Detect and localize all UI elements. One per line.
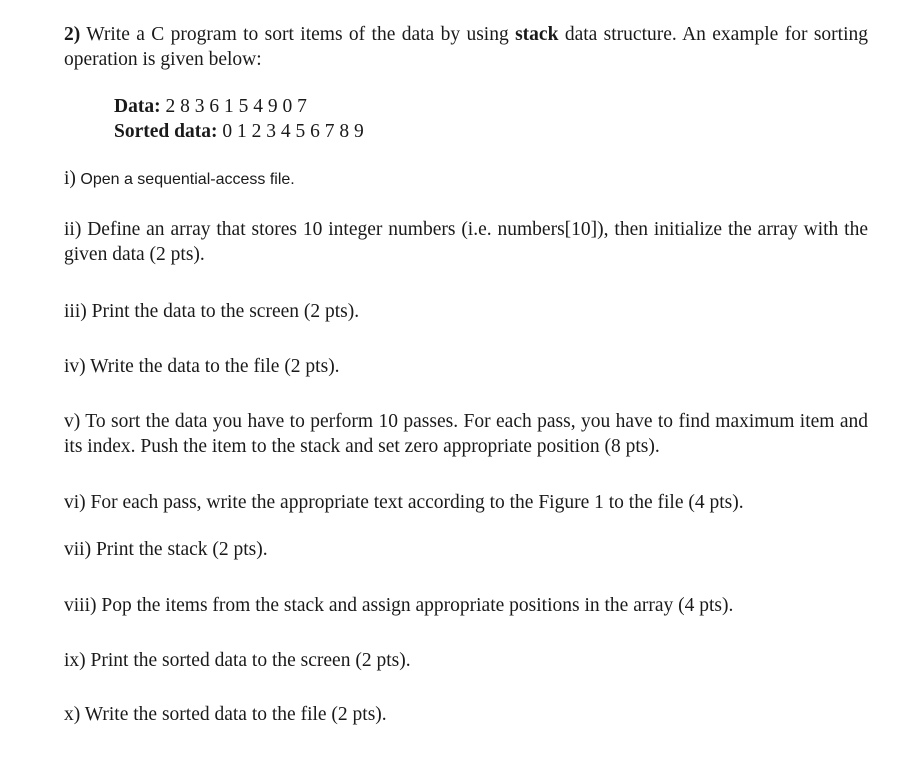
step-vii: vii) Print the stack (2 pts).	[64, 539, 268, 560]
example-block	[114, 94, 364, 144]
data-values: 2 8 3 6 1 5 4 9 0 7	[160, 96, 307, 117]
step-ii: ii) Define an array that stores 10 integer numbers (i.e. numbers[10]), then initialize the array with the given data (2 pts).	[64, 219, 868, 265]
step-vi: vi) For each pass, write the appropriate text according to the Figure 1 to the file (4 pts).	[64, 492, 744, 513]
sorted-label: Sorted data:	[114, 121, 218, 142]
step-viii: viii) Pop the items from the stack and assign appropriate positions in the array (4 pts).	[64, 595, 734, 616]
question-intro-text-1: Write a C program to sort items of the data by using	[80, 24, 516, 45]
step-iv: iv) Write the data to the file (2 pts).	[64, 356, 340, 377]
question-intro-bold: stack	[515, 24, 559, 45]
sorted-values: 0 1 2 3 4 5 6 7 8 9	[217, 121, 364, 142]
example-data-line	[114, 94, 364, 119]
question-intro	[64, 22, 868, 72]
step-iii: iii) Print the data to the screen (2 pts).	[64, 301, 360, 322]
step-i	[64, 166, 868, 192]
step-i-text: Open a sequential-access file.	[75, 171, 295, 188]
step-ix: ix) Print the sorted data to the screen (2 pts).	[64, 650, 411, 671]
step-i-number: i)	[64, 168, 76, 189]
step-x: x) Write the sorted data to the file (2 pts).	[64, 704, 387, 725]
example-sorted-line	[114, 119, 364, 144]
step-v: v) To sort the data you have to perform 10 passes. For each pass, you have to find maximum item and its index. Push the item to the stack and set zero appropriate position (8 pts).	[64, 411, 868, 457]
question-intro-text-2: data structure. An example for sorting operation is given below:	[64, 24, 868, 70]
question-number: 2)	[64, 24, 81, 45]
data-label: Data:	[114, 96, 161, 117]
